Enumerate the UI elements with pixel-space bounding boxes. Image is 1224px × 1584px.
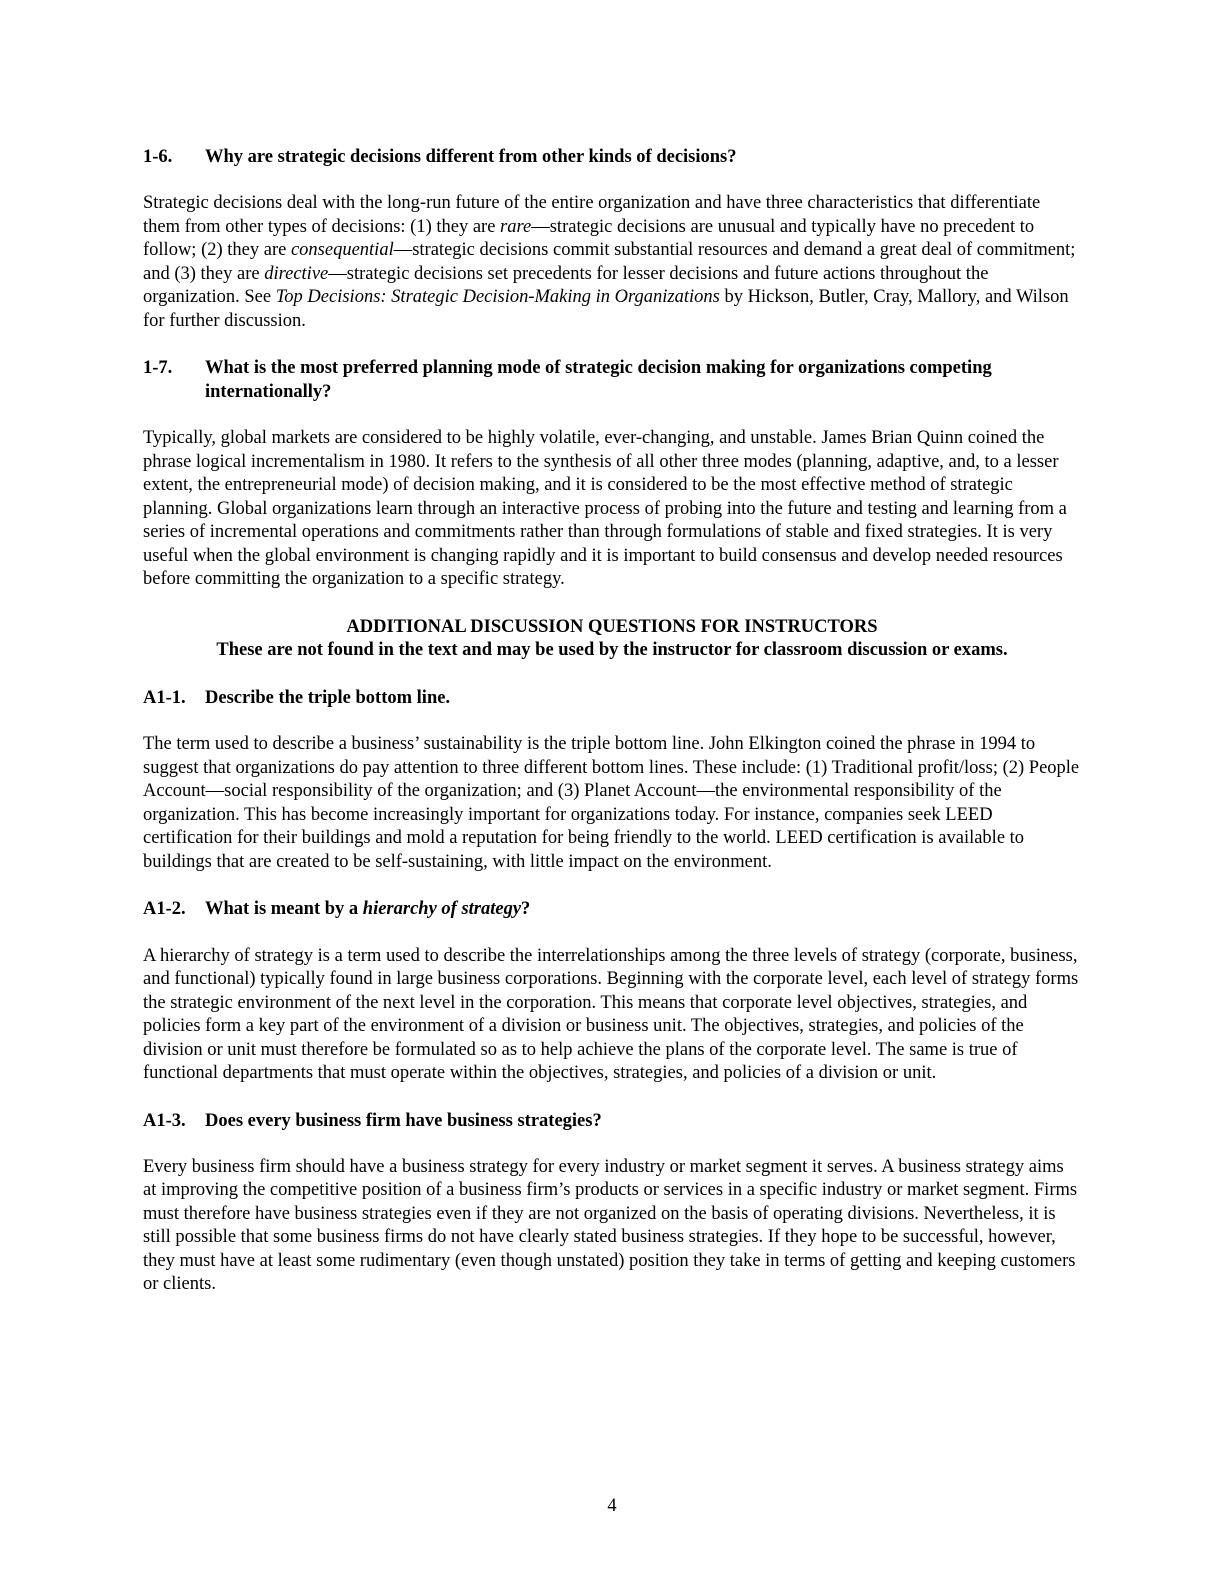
italic-text-run: rare bbox=[500, 216, 532, 237]
text-run: by Hickson, Butler, Cray, Mallory, and Wilson for further discussion. bbox=[143, 287, 1069, 331]
text-run: Every business firm should have a business strategy for every industry or market segment it serves. A business strategy aims at improving the competitive position of a business firm’s products or services in a specific industry or market segment. Firms must therefore have business strategies even if they are not organized on the basis of operating divisions. Nevertheless, it is still possible that some business firms do not have clearly stated business strategies. If they hope to be successful, however, they must have at least some rudimentary (even though unstated) position they take in terms of getting and keeping customers or clients. bbox=[143, 1156, 1078, 1295]
answer-paragraph bbox=[143, 1156, 1081, 1297]
text-run: Describe the triple bottom line. bbox=[205, 687, 451, 708]
question-heading bbox=[143, 687, 1081, 710]
question-number: 1-7. bbox=[143, 358, 173, 379]
answer-paragraph bbox=[143, 945, 1081, 1086]
text-run: ? bbox=[521, 899, 531, 920]
question-heading bbox=[143, 146, 1081, 169]
question-number: 1-6. bbox=[143, 147, 173, 167]
text-run: —strategic decisions commit substantial resources and demand a great deal of commitment; and (3) they are bbox=[143, 240, 1076, 284]
question-text bbox=[205, 687, 1081, 710]
italic-text-run: hierarchy of strategy bbox=[362, 899, 522, 920]
text-run: A hierarchy of strategy is a term used to describe the interrelationships among the three levels of strategy (corporate, business, and functional) typically found in large business corporations. Beginning with the corporate level, each level of strategy forms the strategic environment of the next level in the corporation. This means that corporate level objectives, strategies, and policies form a key part of the environment of a division or business unit. The objectives, strategies, and policies of the division or unit must therefore be formulated so as to help achieve the plans of the corporate level. The same is true of functional departments that must operate within the objectives, strategies, and policies of a division or unit. bbox=[143, 945, 1079, 1084]
question-number: A1-2. bbox=[143, 899, 186, 920]
text-run: What is the most preferred planning mode of strategic decision making for organizations competing internationally? bbox=[205, 358, 992, 402]
additional-questions-title: ADDITIONAL DISCUSSION QUESTIONS FOR INSTRUCTORS bbox=[346, 616, 878, 637]
question-text bbox=[205, 146, 1081, 169]
text-run: What is meant by a bbox=[205, 899, 363, 920]
italic-text-run: directive bbox=[264, 263, 329, 284]
italic-text-run: Top Decisions: Strategic Decision-Making in Organizations bbox=[275, 287, 720, 308]
answer-paragraph bbox=[143, 733, 1081, 874]
question-heading bbox=[143, 1110, 1081, 1133]
text-run: The term used to describe a business’ sustainability is the triple bottom line. John Elkington coined the phrase in 1994 to suggest that organizations do pay attention to three different bottom lines. These include: (1) Traditional profit/loss; (2) People Account—social responsibility of the organization; and (3) Planet Account—the environmental responsibility of the organization. This has become increasingly important for organizations today. For instance, companies seek LEED certification for their buildings and mold a reputation for being friendly to the world. LEED certification is available to buildings that are created to be self-sustaining, with little impact on the environment. bbox=[143, 734, 1080, 872]
text-run: Why are strategic decisions different from other kinds of decisions? bbox=[205, 147, 737, 167]
text-run: Does every business firm have business strategies? bbox=[205, 1110, 602, 1131]
answer-paragraph bbox=[143, 427, 1081, 591]
question-heading bbox=[143, 357, 1081, 404]
text-run: —strategic decisions set precedents for lesser decisions and future actions throughout the organization. See bbox=[143, 263, 989, 308]
question-number: A1-3. bbox=[143, 1110, 186, 1131]
additional-questions-subtitle: These are not found in the text and may be used by the instructor for classroom discussion or exams. bbox=[216, 640, 1008, 661]
text-run: Typically, global markets are considered to be highly volatile, ever-changing, and unstable. James Brian Quinn coined the phrase logical incrementalism in 1980. It refers to the synthesis of all other three modes (planning, adaptive, and, to a lesser extent, the entrepreneurial mode) of decision making, and it is considered to be the most effective method of strategic planning. Global organizations learn through an interactive process of probing into the future and testing and learning from a series of incremental operations and commitments rather than through formulations of stable and fixed strategies. It is very useful when the global environment is changing rapidly and it is important to build consensus and develop needed resources before committing the organization to a specific strategy. bbox=[143, 428, 1067, 590]
question-text bbox=[205, 357, 1081, 404]
text-run: Strategic decisions deal with the long-run future of the entire organization and have three characteristics that differentiate them from other types of decisions: (1) they are bbox=[143, 193, 1041, 237]
question-number: A1-1. bbox=[143, 687, 186, 708]
question-heading bbox=[143, 898, 1081, 921]
question-text bbox=[205, 898, 1081, 921]
answer-paragraph bbox=[143, 192, 1081, 333]
question-text bbox=[205, 1110, 1081, 1133]
text-run: —strategic decisions are unusual and typically have no precedent to follow; (2) they are bbox=[143, 216, 1035, 261]
page-number: 4 bbox=[607, 1495, 617, 1516]
italic-text-run: consequential bbox=[290, 240, 394, 261]
